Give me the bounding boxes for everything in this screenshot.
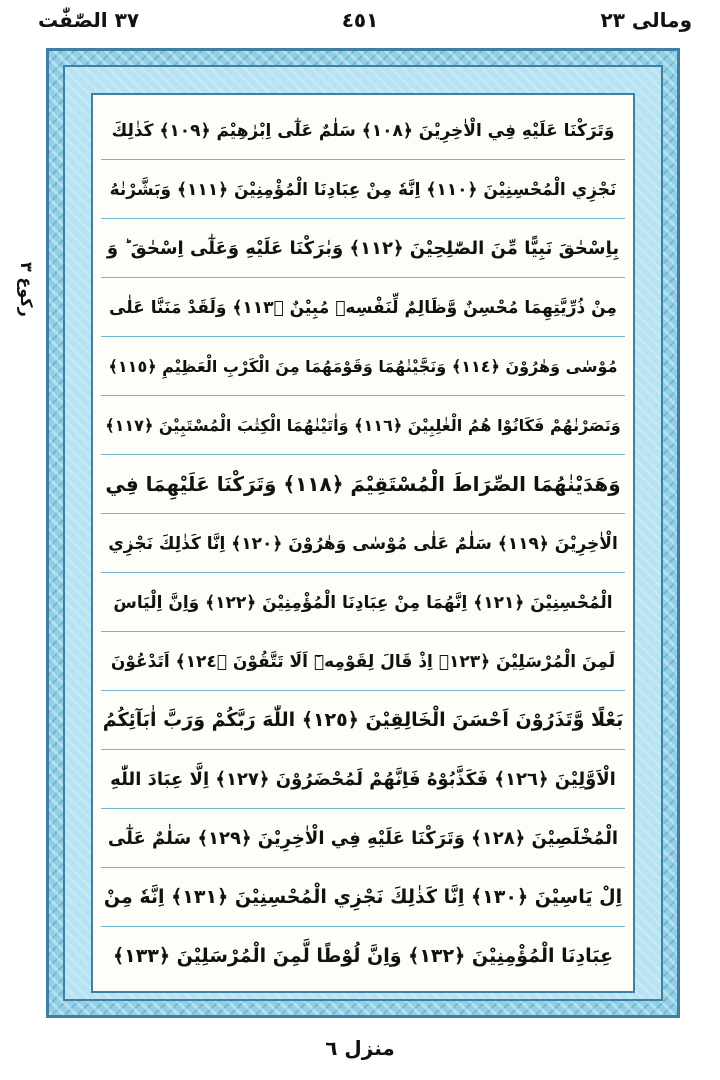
verse-lines <box>101 101 625 985</box>
verse-line: الْاَوَّلِيْنَ ﴿١٢٦﴾ فَكَذَّبُوْهُ فَاِنَّهُمْ لَمُحْضَرُوْنَ ﴿١٢٧﴾ اِلَّا عِبَادَ اللّٰهِ <box>101 750 625 809</box>
verse-line: بَعْلًا وَّتَذَرُوْنَ اَحْسَنَ الْخَالِقِيْنَ ﴿١٢٥﴾ اللّٰهَ رَبَّكُمْ وَرَبَّ اٰبَآئِكُمُ <box>101 691 625 750</box>
manzil-label: منزل ٦ <box>325 1036 395 1060</box>
juz-name-label: ومالی ٢٣ <box>600 8 692 32</box>
page-header <box>0 0 720 44</box>
verse-line: وَنَصَرْنٰهُمْ فَكَانُوْا هُمُ الْغٰلِبِيْنَ ﴿١١٦﴾ وَاٰتَيْنٰهُمَا الْكِتٰبَ الْمُسْتَبِيْنَ ﴿١١٧﴾ <box>101 396 625 455</box>
verse-line: نَجْزِي الْمُحْسِنِيْنَ ﴿١١٠﴾ اِنَّهٗ مِنْ عِبَادِنَا الْمُؤْمِنِيْنَ ﴿١١١﴾ وَبَشَّرْنٰهُ <box>101 160 625 219</box>
surah-name-label: ٣٧ الصّٰفّٰت <box>38 8 140 32</box>
verse-line: عِبَادِنَا الْمُؤْمِنِيْنَ ﴿١٣٢﴾ وَاِنَّ لُوْطًا لَّمِنَ الْمُرْسَلِيْنَ ﴿١٣٣﴾ <box>112 945 614 967</box>
verse-line: مِنْ ذُرِّيَّتِهِمَا مُحْسِنٌ وَّظَالِمٌ لِّنَفْسِهٖ مُبِيْنٌ ﴿١١٣﴾ وَلَقَدْ مَنَنَّا عَلٰى <box>101 278 625 337</box>
verse-line: الْمُحْسِنِيْنَ ﴿١٢١﴾ اِنَّهُمَا مِنْ عِبَادِنَا الْمُؤْمِنِيْنَ ﴿١٢٢﴾ وَاِنَّ اِلْيَاسَ <box>101 573 625 632</box>
verse-line: لَمِنَ الْمُرْسَلِيْنَ ﴿١٢٣﴾ اِذْ قَالَ لِقَوْمِهٖٓ اَلَا تَتَّقُوْنَ ﴿١٢٤﴾ اَتَدْعُوْنَ <box>101 632 625 691</box>
verse-line: بِاِسْحٰقَ نَبِيًّا مِّنَ الصّٰلِحِيْنَ ﴿١١٢﴾ وَبٰرَكْنَا عَلَيْهِ وَعَلٰٓى اِسْحٰقَ ؕ وَ <box>101 219 625 278</box>
verse-line: الْاٰخِرِيْنَ ﴿١١٩﴾ سَلٰمٌ عَلٰى مُوْسٰى وَهٰرُوْنَ ﴿١٢٠﴾ اِنَّا كَذٰلِكَ نَجْزِي <box>101 514 625 573</box>
verse-line: وَهَدَيْنٰهُمَا الصِّرَاطَ الْمُسْتَقِيْمَ ﴿١١٨﴾ وَتَرَكْنَا عَلَيْهِمَا فِي <box>101 455 625 514</box>
ruku-marker: ركوع ٣ <box>17 262 36 317</box>
page-number: ٤٥١ <box>341 8 379 32</box>
verse-line: الْمُخْلَصِيْنَ ﴿١٢٨﴾ وَتَرَكْنَا عَلَيْهِ فِي الْاٰخِرِيْنَ ﴿١٢٩﴾ سَلٰمٌ عَلٰٓى <box>101 809 625 868</box>
ornamental-border <box>46 48 680 1018</box>
verse-line: وَتَرَكْنَا عَلَيْهِ فِي الْاٰخِرِيْنَ ﴿١٠٨﴾ سَلٰمٌ عَلٰٓى اِبْرٰهِيْمَ ﴿١٠٩﴾ كَذٰلِكَ <box>101 101 625 160</box>
text-panel <box>91 93 635 993</box>
verse-line: مُوْسٰى وَهٰرُوْنَ ﴿١١٤﴾ وَنَجَّيْنٰهُمَا وَقَوْمَهُمَا مِنَ الْكَرْبِ الْعَظِيْمِ ﴿١١٥﴾ <box>101 337 625 396</box>
verse-line: اِلْ يَاسِيْنَ ﴿١٣٠﴾ اِنَّا كَذٰلِكَ نَجْزِي الْمُحْسِنِيْنَ ﴿١٣١﴾ اِنَّهٗ مِنْ <box>101 868 625 927</box>
